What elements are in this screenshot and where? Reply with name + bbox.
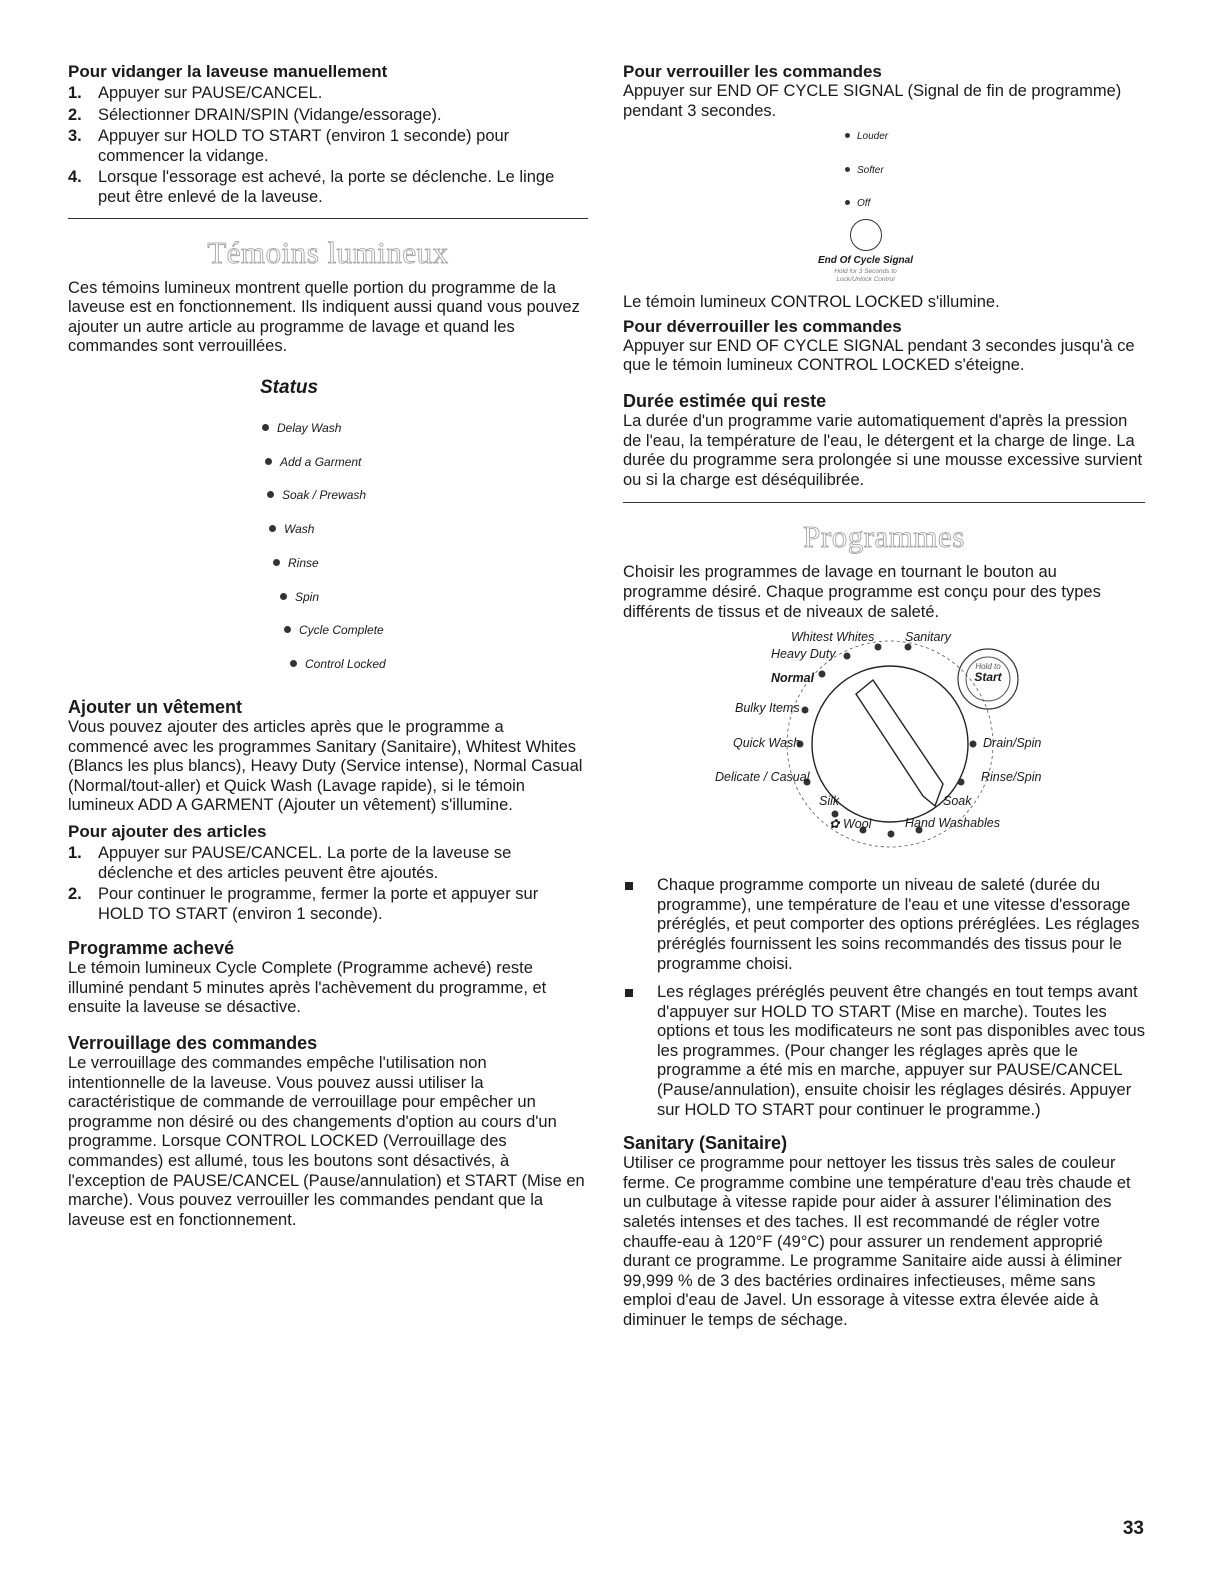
locked-text: Le témoin lumineux CONTROL LOCKED s'illumine. bbox=[623, 293, 1000, 312]
eoc-title: End Of Cycle Signal bbox=[817, 255, 914, 267]
programmes-intro: Choisir les programmes de lavage en tournant le bouton au programme désiré. Chaque programme est conçu pour des types différents de tissus et de niveaux de saleté. bbox=[623, 563, 1101, 621]
status-label: Control Locked bbox=[305, 656, 386, 671]
step-number: 3. bbox=[68, 127, 82, 146]
status-soak-prewash bbox=[267, 488, 366, 502]
list-item bbox=[623, 983, 1145, 1120]
eoc-off bbox=[845, 198, 870, 209]
status-label: Add a Garment bbox=[280, 454, 362, 469]
eoc-sublabel-line: Hold for 3 Seconds to bbox=[834, 268, 897, 276]
dial-label-text: Wool bbox=[842, 817, 872, 832]
status-label: Soak / Prewash bbox=[282, 487, 367, 502]
indicator-light-icon bbox=[845, 167, 850, 172]
list-item bbox=[68, 127, 588, 166]
ajouter-heading: Ajouter un vêtement bbox=[68, 696, 243, 717]
deverrouiller-text: Appuyer sur END OF CYCLE SIGNAL pendant 3 secondes jusqu'à ce que le témoin lumineux CONTROL LOCKED s'éteigne. bbox=[623, 336, 1135, 375]
dial-dot bbox=[875, 644, 882, 651]
deverrouiller-heading: Pour déverrouiller les commandes bbox=[623, 316, 902, 336]
status-title: Status bbox=[260, 376, 319, 398]
step-text: Appuyer sur PAUSE/CANCEL. La porte de la laveuse se déclenche et des articles peuvent être ajoutés. bbox=[98, 843, 512, 882]
eoc-label: Softer bbox=[857, 165, 884, 177]
indicator-light-icon bbox=[269, 525, 276, 532]
ajouter-steps bbox=[68, 844, 588, 924]
acheve-heading: Programme achevé bbox=[68, 938, 235, 959]
status-cycle-complete bbox=[284, 623, 384, 637]
ajouter-text: Vous pouvez ajouter des articles après que le programme a commencé avec les programmes Sanitary (Sanitaire), Whitest Whites (Blancs les plus blancs), Heavy Duty (Service intense), Normal Casual (Normal/tout-aller) et Quick Wash (Lavage rapide), si le témoin lumineux ADD A GARMENT (Ajouter un vêtement) s'illumine. bbox=[68, 717, 583, 815]
list-item bbox=[68, 84, 588, 104]
verrouiller-heading: Pour verrouiller les commandes bbox=[623, 62, 882, 81]
indicator-light-icon bbox=[267, 491, 274, 498]
duree-text: La durée d'un programme varie automatiquement d'après la pression de l'eau, la température de l'eau, le détergent et la charge de linge. La durée du programme sera prolongée si une mousse excessive survient ou si la charge est déséquilibrée. bbox=[623, 411, 1143, 489]
status-label: Spin bbox=[295, 589, 320, 604]
wool-mark-icon: ✿ bbox=[829, 817, 840, 832]
dial-dot bbox=[844, 653, 851, 660]
ajouter-articles-heading: Pour ajouter des articles bbox=[68, 821, 267, 841]
step-text: Appuyer sur PAUSE/CANCEL. bbox=[98, 84, 323, 102]
list-item bbox=[68, 168, 588, 207]
status-panel bbox=[68, 365, 588, 683]
status-label: Wash bbox=[284, 521, 315, 536]
bullet-square-icon bbox=[625, 989, 633, 997]
status-control-locked bbox=[290, 657, 386, 671]
dial-label-rinse-spin: Rinse/Spin bbox=[981, 770, 1042, 785]
indicator-light-icon bbox=[845, 200, 850, 205]
indicator-light-icon bbox=[290, 660, 297, 667]
duree-heading: Durée estimée qui reste bbox=[623, 390, 827, 411]
list-item bbox=[68, 844, 588, 883]
eoc-sublabel-line: Lock/Unlock Control bbox=[836, 276, 895, 284]
verrouiller-text: Appuyer sur END OF CYCLE SIGNAL (Signal de fin de programme) pendant 3 secondes. bbox=[623, 82, 1122, 120]
dial-label-quick-wash: Quick Wash bbox=[733, 736, 801, 751]
step-text: Appuyer sur HOLD TO START (environ 1 seconde) pour commencer la vidange. bbox=[98, 127, 510, 165]
status-add-garment bbox=[265, 455, 361, 469]
programmes-bullets bbox=[623, 876, 1145, 1120]
sanitary-heading: Sanitary (Sanitaire) bbox=[623, 1133, 788, 1154]
status-wash bbox=[269, 522, 314, 536]
indicator-light-icon bbox=[284, 626, 291, 633]
dial-dot bbox=[905, 644, 912, 651]
eoc-label: Off bbox=[857, 198, 871, 210]
step-number: 2. bbox=[68, 885, 82, 904]
dial-label-heavy-duty: Heavy Duty bbox=[771, 647, 836, 662]
programmes-title: Programmes bbox=[803, 519, 965, 555]
drain-heading: Pour vidanger la laveuse manuellement bbox=[68, 62, 388, 81]
hold-to-start-button[interactable] bbox=[966, 662, 1010, 684]
indicator-light-icon bbox=[845, 133, 850, 138]
verrouillage-text: Le verrouillage des commandes empêche l'utilisation non intentionnelle de la laveuse. Vous pouvez aussi utiliser la caractéristique de commande de verrouillage pour empêcher un programme non désiré ou des changements d'option au cours d'un programme. Lorsque CONTROL LOCKED (Verrouillage des commandes) est allumé, tous les boutons sont désactivés, à l'exception de PAUSE/CANCEL (Pause/annulation) et START (Mise en marche). Vous pouvez verrouiller les commandes pendant que la laveuse est en fonctionnement. bbox=[68, 1054, 585, 1229]
list-item bbox=[68, 885, 588, 924]
cycle-dial-diagram bbox=[623, 630, 1145, 864]
divider bbox=[68, 218, 588, 219]
verrouillage-heading: Verrouillage des commandes bbox=[68, 1033, 318, 1054]
list-item bbox=[68, 106, 588, 126]
dial-dot bbox=[802, 707, 809, 714]
status-delay-wash bbox=[262, 421, 341, 435]
hold-to-label: Hold to bbox=[975, 662, 1001, 672]
divider bbox=[623, 502, 1145, 503]
dial-label-bulky-items: Bulky Items bbox=[735, 701, 800, 716]
end-of-cycle-button[interactable] bbox=[850, 219, 882, 251]
temoins-title: Témoins lumineux bbox=[207, 234, 449, 270]
status-rinse bbox=[273, 556, 319, 570]
eoc-label: Louder bbox=[857, 131, 889, 143]
status-label: Delay Wash bbox=[277, 420, 342, 435]
status-label: Cycle Complete bbox=[299, 622, 384, 637]
dial-label-hand-washables: Hand Washables bbox=[905, 816, 1000, 831]
right-column bbox=[623, 62, 1145, 1331]
indicator-light-icon bbox=[280, 593, 287, 600]
eoc-softer bbox=[845, 165, 884, 176]
indicator-light-icon bbox=[265, 458, 272, 465]
dial-label-whitest-whites: Whitest Whites bbox=[791, 630, 875, 645]
eoc-sublabel bbox=[793, 268, 938, 284]
dial-dot bbox=[888, 831, 895, 838]
temoins-intro: Ces témoins lumineux montrent quelle portion du programme de la laveuse est en fonctionnement. Ils indiquent aussi quand vous pouvez ajouter un autre article au programme de lavage et quand les commandes sont verrouillées. bbox=[68, 278, 580, 356]
step-number: 4. bbox=[68, 168, 82, 187]
step-number: 1. bbox=[68, 843, 82, 862]
dial-label-wool bbox=[829, 816, 871, 831]
bullet-square-icon bbox=[625, 882, 633, 890]
bullet-text: Les réglages préréglés peuvent être changés en tout temps avant d'appuyer sur HOLD TO START (Mise en marche). Toutes les options et tous les modificateurs ne sont pas disponibles avec tous les programmes. (Pour changer les réglages après que le programme a été mis en marche, appuyer sur PAUSE/CANCEL (Pause/annulation), ensuite choisir les réglages désirés. Appuyer sur HOLD TO START pour continuer le programme.) bbox=[657, 983, 1145, 1119]
step-text: Lorsque l'essorage est achevé, la porte se déclenche. Le linge peut être enlevé de la laveuse. bbox=[98, 168, 555, 206]
dial-label-normal: Normal bbox=[771, 671, 815, 686]
drain-steps bbox=[68, 84, 588, 208]
cycle-dial-graphic bbox=[623, 634, 1145, 864]
dial-label-sanitary: Sanitary bbox=[905, 630, 951, 645]
step-text: Sélectionner DRAIN/SPIN (Vidange/essorage). bbox=[98, 105, 442, 124]
end-of-cycle-panel bbox=[623, 121, 1145, 297]
sanitary-text: Utiliser ce programme pour nettoyer les tissus très sales de couleur ferme. Ce programme combine une température d'eau très chaude et un culbutage à vitesse rapide pour aider à assurer l'élimination des saletés intenses et des taches. Il est recommandé de régler votre chauffe-eau à 120°F (49°C) pour assurer un rendement approprié durant ce programme. Le programme Sanitaire aide aussi à éliminer 99,999 % de 3 des bactéries ordinaires infectieuses, même sans emploi d'eau de Javel. Un essorage à vitesse extra élevée aide à diminuer le temps de séchage. bbox=[623, 1154, 1131, 1329]
dial-label-silk: Silk bbox=[819, 794, 840, 809]
dial-label-drain-spin: Drain/Spin bbox=[983, 736, 1042, 751]
step-text: Pour continuer le programme, fermer la porte et appuyer sur HOLD TO START (environ 1 seconde). bbox=[98, 885, 539, 923]
left-column bbox=[68, 62, 588, 1230]
indicator-light-icon bbox=[262, 424, 269, 431]
bullet-text: Chaque programme comporte un niveau de saleté (durée du programme), une température de l'eau et une vitesse d'essorage préréglés, et peut comporter des options préréglées. Les réglages préréglés fournissent les soins recommandés des tissus pour le programme choisi. bbox=[657, 876, 1140, 973]
page-number: 33 bbox=[1122, 1518, 1144, 1539]
indicator-light-icon bbox=[273, 559, 280, 566]
step-number: 1. bbox=[68, 84, 82, 102]
list-item bbox=[623, 876, 1145, 974]
eoc-louder bbox=[845, 131, 888, 142]
step-number: 2. bbox=[68, 105, 82, 124]
dial-dot bbox=[958, 779, 965, 786]
start-label: Start bbox=[974, 670, 1002, 685]
dial-dot bbox=[970, 741, 977, 748]
dial-label-soak: Soak bbox=[943, 794, 972, 809]
acheve-text: Le témoin lumineux Cycle Complete (Programme achevé) reste illuminé pendant 5 minutes après l'achèvement du programme, et ensuite la laveuse se désactive. bbox=[68, 959, 547, 1017]
dial-dot bbox=[819, 671, 826, 678]
dial-label-delicate-casual: Delicate / Casual bbox=[715, 770, 810, 785]
status-spin bbox=[280, 590, 319, 604]
status-label: Rinse bbox=[288, 555, 319, 570]
